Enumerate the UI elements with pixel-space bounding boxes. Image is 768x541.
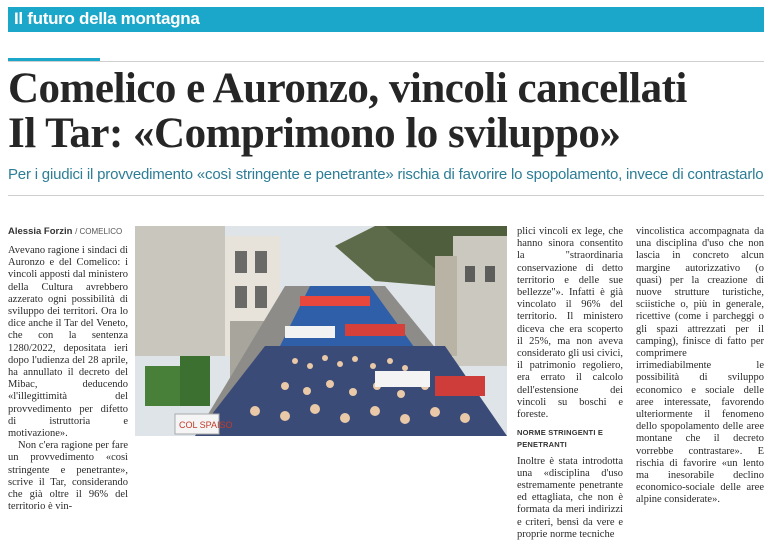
- column-subhead: NORME STRINGENTI E PENETRANTI: [517, 428, 604, 450]
- paragraph: plici vincoli ex lege, che hanno sinora consentito la "straordinaria conservazione di detto territorio e delle sue bellezze"». Infatti è già vincolato il 96% del territorio. Il ministero diceva che era scoperto il 25%, ma non aveva considerato gli usi civici, il patrimonio regoliero, era errato il calcolo dell'estensione dei vincoli su boschi e foreste.: [517, 226, 623, 421]
- protest-march-photo: [135, 226, 507, 436]
- headline-line-1: Comelico e Auronzo, vincoli cancellati: [8, 65, 687, 112]
- dateline: COMELICO: [79, 227, 123, 236]
- headline: [8, 66, 768, 156]
- paragraph: Inoltre è stata introdotta una «disciplina d'uso estremamente penetrante ed ettagliata, che non è formata da meri indirizzi e criteri, bensì da vere e proprie norme tecniche: [517, 455, 623, 540]
- byline: Alessia Forzin / COMELICO: [8, 226, 123, 237]
- paragraph: Non c'era ragione per fare un provvedimento «così stringente e penetrante», scrive il Tar, considerando che già oltre il 96% del territorio è vin-: [8, 440, 128, 513]
- article-column-2: [517, 226, 623, 541]
- subheadline: Per i giudici il provvedimento «così stringente e penetrante» rischia di favorire lo spopolamento, invece di contrastarlo: [8, 166, 764, 183]
- paragraph: Avevano ragione i sindaci di Auronzo e del Comelico: i vincoli apposti dal ministero della Cultura avrebbero azzerato ogni possibilità di sviluppo dei territori. Ora lo dice anche il Tar del Veneto, che con la sentenza 1280/2022, depositata ieri dopo l'udienza del 28 aprile, ha annullato il decreto del Mibac, deducendo «l'illegittimità del provvedimento per difetto di istruttoria e motivazione».: [8, 245, 128, 440]
- paragraph: vincolistica accompagnata da una disciplina d'uso che non lascia in concreto alcun margine autorizzativo (o quasi) per la creazione di nuove strutture turistiche, sciistiche o, più in generale, ricettive (come i parcheggi o gli spazi attrezzati per il camping), finisce di fatto per comprimere irrimediabilmente le possibilità di sviluppo economico e sociale delle aree interessate, favorendo ulteriormente il fenomeno dello spopolamento delle aree montane che il decreto vorrebbe contrastare». E rischia di favorire «un lento ma inesorabile declino economico-sociale delle aree alpine considerate».: [636, 226, 764, 506]
- photo-illustration: [135, 226, 507, 436]
- divider-rule: [8, 61, 764, 62]
- article-column-1: [8, 245, 128, 513]
- author-name: Alessia Forzin: [8, 226, 73, 237]
- protest-sign-text: COL SPAISO: [179, 420, 233, 430]
- section-banner: [8, 7, 764, 32]
- article-column-3: [636, 226, 764, 507]
- section-title: Il futuro della montagna: [14, 9, 200, 28]
- headline-line-2: Il Tar: «Comprimono lo sviluppo»: [8, 110, 621, 157]
- divider-rule: [8, 195, 764, 196]
